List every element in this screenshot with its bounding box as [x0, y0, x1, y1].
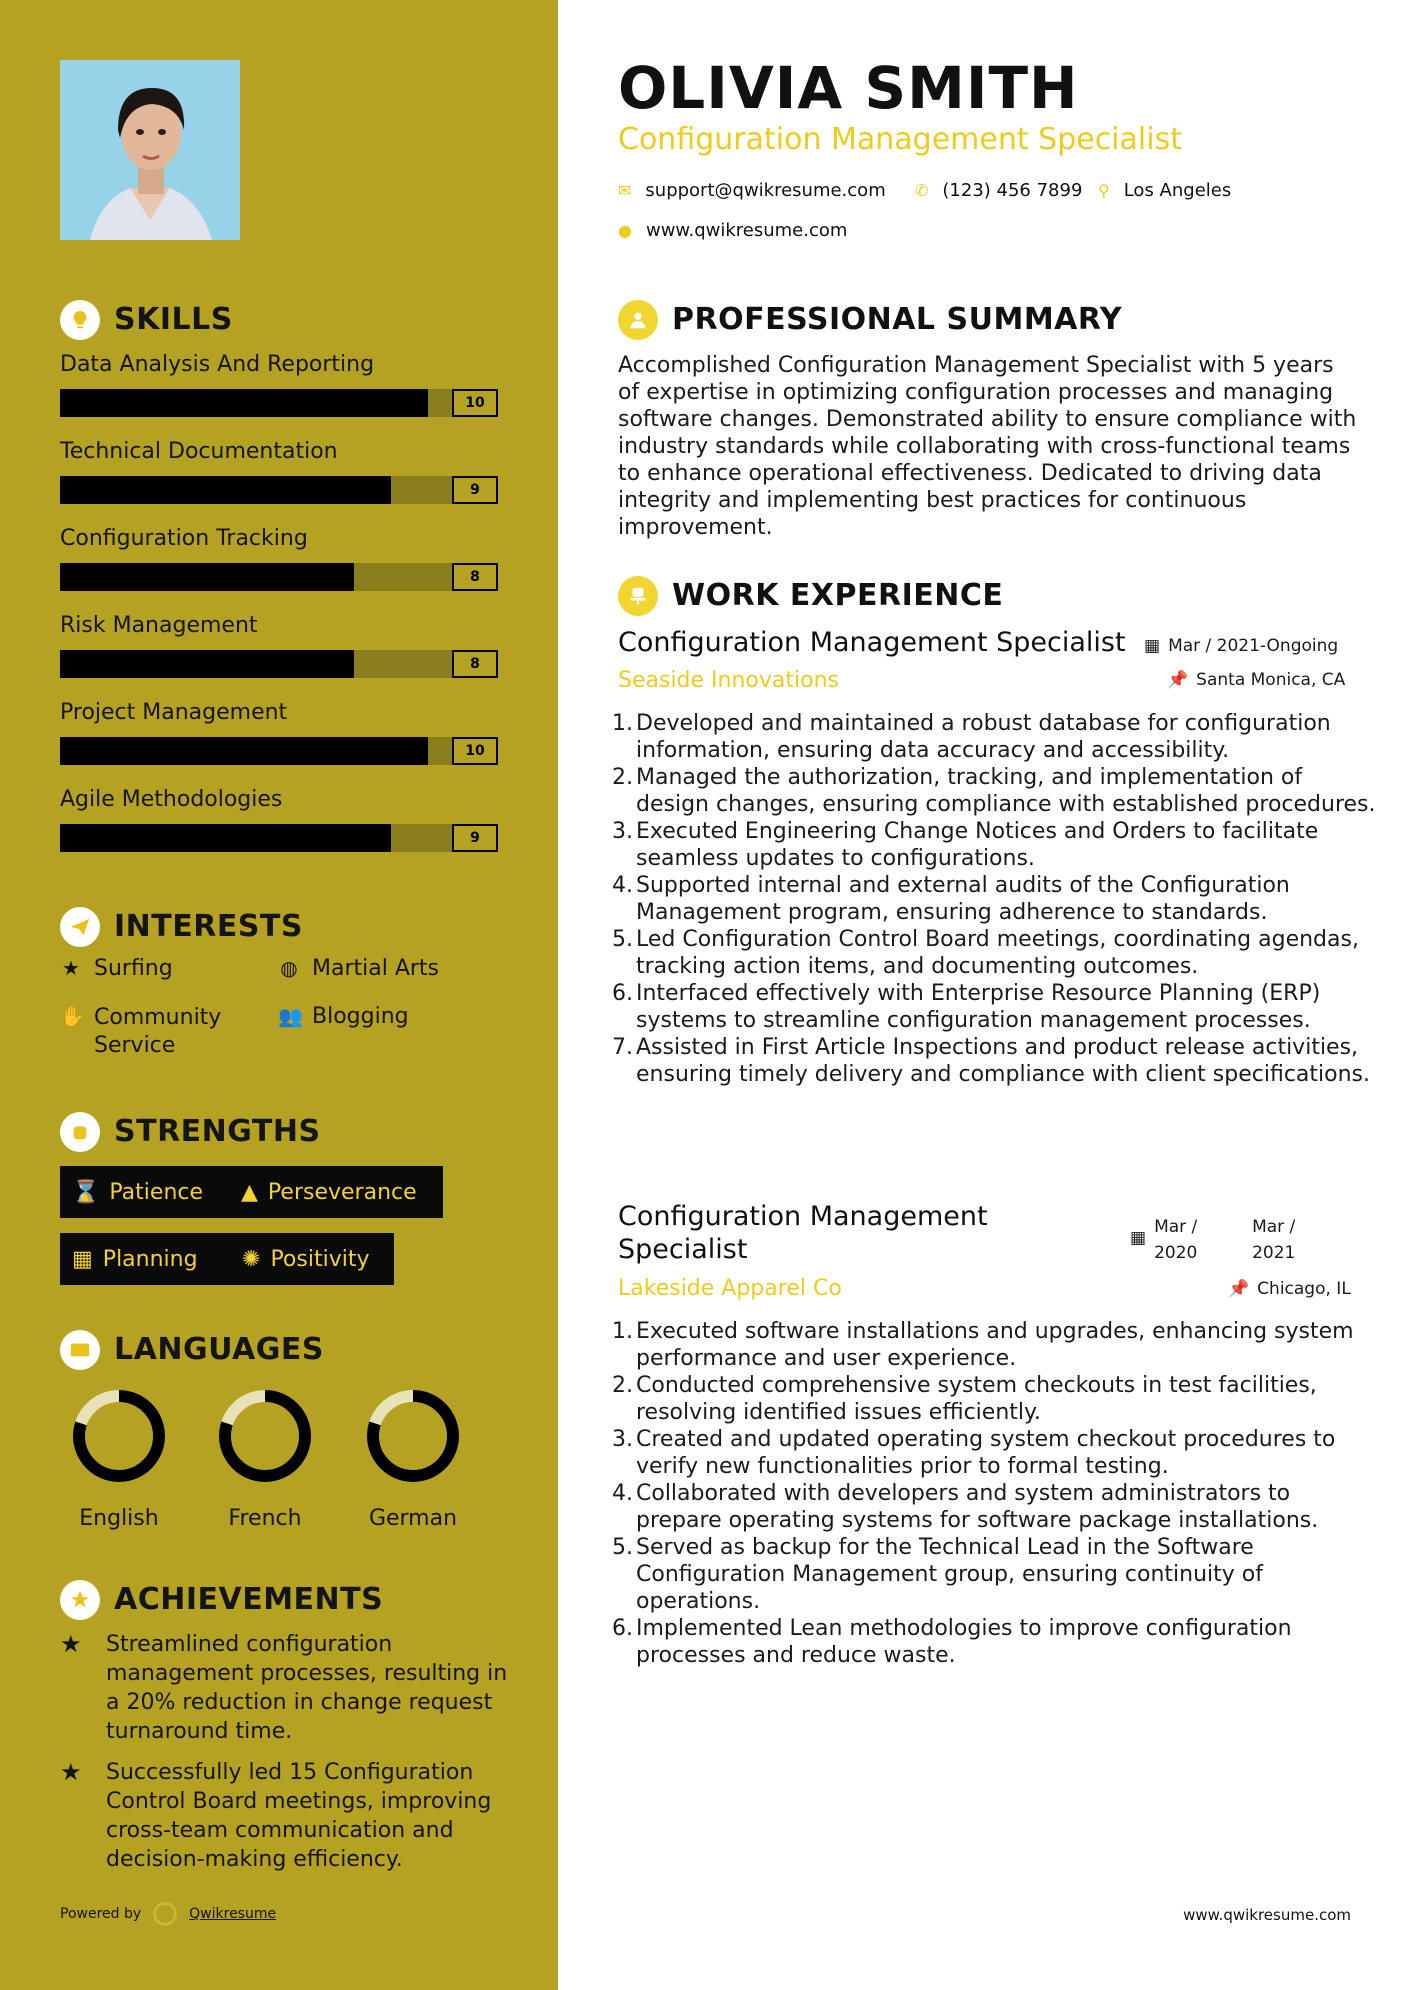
hourglass-icon: ⌛	[72, 1179, 100, 1205]
bullet-number: 1.	[612, 1319, 633, 1344]
job-location-text: Chicago, IL	[1257, 1279, 1351, 1299]
skill-item	[60, 613, 498, 678]
bullet-item	[612, 710, 1378, 764]
hand-icon: ✋	[60, 1004, 85, 1028]
skills-title: SKILLS	[114, 302, 233, 337]
strength-badge	[230, 1233, 394, 1285]
profile-photo	[60, 60, 240, 240]
envelope-icon: ✉	[618, 181, 632, 200]
language-ring	[217, 1388, 313, 1484]
interest-label: Martial Arts	[312, 956, 440, 981]
bullet-text: Developed and maintained a robust database for configuration information, ensuring data accuracy and accessibility.	[636, 711, 1331, 763]
skill-level: 8	[452, 563, 498, 591]
skill-bar	[60, 563, 498, 591]
bullet-text: Led Configuration Control Board meetings, coordinating agendas, tracking action items, and documenting outcomes.	[636, 927, 1359, 979]
users-icon: 👥	[278, 1004, 303, 1028]
skill-name: Configuration Tracking	[60, 526, 308, 551]
user-icon	[618, 300, 658, 340]
skill-level: 10	[452, 389, 498, 417]
footer-url[interactable]: www.qwikresume.com	[1183, 1906, 1351, 1924]
main-content	[558, 0, 1407, 1990]
bullet-item	[612, 872, 1378, 926]
skill-level: 8	[452, 650, 498, 678]
experience-title: WORK EXPERIENCE	[672, 578, 1004, 613]
skill-bar-fill	[60, 389, 428, 417]
bullet-text: Assisted in First Article Inspections and product release activities, ensuring timely delivery and compliance with client specifications.	[636, 1035, 1371, 1087]
globe-icon: ◍	[280, 956, 298, 980]
bullet-number: 2.	[612, 1373, 633, 1398]
date-end	[1252, 1214, 1295, 1266]
interest-item	[278, 1004, 409, 1029]
skill-bar-fill	[60, 563, 354, 591]
bullet-item	[612, 1534, 1378, 1615]
interests-title: INTERESTS	[114, 909, 303, 944]
skill-bar-fill	[60, 824, 391, 852]
id-card-icon	[60, 1330, 100, 1370]
skill-name: Project Management	[60, 700, 288, 725]
strength-label: Patience	[109, 1179, 204, 1205]
skill-bar	[60, 389, 498, 417]
phone-contact	[915, 180, 1082, 201]
skill-bar-fill	[60, 476, 391, 504]
job-bullets	[612, 1318, 1378, 1669]
road-icon: ▲	[241, 1179, 258, 1205]
job-dates	[1144, 636, 1338, 656]
date-start-year: 2020	[1154, 1243, 1198, 1263]
calendar-icon: ▦	[1130, 1228, 1147, 1248]
powered-by	[60, 1902, 276, 1926]
company-name: Seaside Innovations	[618, 668, 839, 693]
date-end-month: Mar /	[1252, 1217, 1296, 1237]
language-name: German	[368, 1506, 458, 1531]
strength-badge	[60, 1233, 234, 1285]
language-ring	[365, 1388, 461, 1484]
lightbulb-icon	[60, 300, 100, 340]
bullet-item	[612, 1372, 1378, 1426]
calendar-icon: ▦	[1144, 636, 1161, 656]
interest-item	[60, 1004, 260, 1060]
star-badge-icon	[60, 1580, 100, 1620]
language-name: English	[79, 1506, 159, 1531]
skill-bar-fill	[60, 737, 428, 765]
qwikresume-logo-icon	[153, 1902, 177, 1926]
bullet-number: 1.	[612, 711, 633, 736]
location-contact	[1098, 180, 1231, 201]
achievement-item	[60, 1758, 510, 1874]
summary-title: PROFESSIONAL SUMMARY	[672, 302, 1123, 337]
bullet-item	[612, 1318, 1378, 1372]
skill-item	[60, 439, 498, 504]
bullet-number: 5.	[612, 1535, 633, 1560]
bullet-number: 3.	[612, 819, 633, 844]
pin-icon: 📌	[1228, 1279, 1250, 1299]
skill-item	[60, 787, 498, 852]
shooting-star-icon: ★	[60, 1630, 82, 1658]
website-text[interactable]: www.qwikresume.com	[645, 220, 848, 241]
email-contact	[618, 180, 886, 201]
shooting-star-icon: ★	[60, 1758, 82, 1786]
location-text: Los Angeles	[1123, 180, 1232, 201]
skill-item	[60, 526, 498, 591]
skill-item	[60, 700, 498, 765]
sun-icon: ✺	[242, 1246, 261, 1272]
summary-text: Accomplished Configuration Management Specialist with 5 years of expertise in optimizing configuration processes and managing software changes. Demonstrated ability to ensure compliance with industry standards while collaborating with cross-functional teams to enhance operational effectiveness. Dedicated to driving data integrity and implementing best practices for continuous improvement.	[618, 353, 1357, 540]
job-bullets	[612, 710, 1378, 1088]
date-start	[1154, 1214, 1244, 1266]
bullet-text: Implemented Lean methodologies to improve configuration processes and reduce waste.	[636, 1616, 1292, 1668]
strength-label: Planning	[102, 1246, 198, 1272]
bullet-item	[612, 926, 1378, 980]
job-location-text: Santa Monica, CA	[1196, 670, 1346, 690]
bullet-item	[612, 764, 1378, 818]
map-pin-icon: ⚲	[1098, 181, 1110, 200]
strength-badge	[229, 1166, 443, 1218]
bullet-item	[612, 1034, 1378, 1088]
achievement-text: Successfully led 15 Configuration Control Board meetings, improving cross-team communication and decision-making efficiency.	[106, 1760, 492, 1872]
qwikresume-link[interactable]: Qwikresume	[189, 1906, 277, 1922]
bullet-number: 7.	[612, 1035, 633, 1060]
skill-name: Risk Management	[60, 613, 258, 638]
languages-title: LANGUAGES	[114, 1332, 324, 1367]
job-location	[1167, 670, 1345, 690]
achievement-item	[60, 1630, 510, 1746]
candidate-name: OLIVIA SMITH	[618, 54, 1079, 122]
bullet-text: Managed the authorization, tracking, and implementation of design changes, ensuring compliance with established procedures.	[636, 765, 1376, 817]
calendar-icon: ▦	[72, 1246, 93, 1272]
date-start-month: Mar /	[1154, 1217, 1198, 1237]
globe-icon: ●	[618, 221, 632, 240]
bullet-number: 5.	[612, 927, 633, 952]
office-chair-icon	[618, 576, 658, 616]
skill-name: Data Analysis And Reporting	[60, 352, 375, 377]
skill-name: Technical Documentation	[60, 439, 338, 464]
bullet-text: Interfaced effectively with Enterprise Resource Planning (ERP) systems to streamline configuration management processes.	[636, 981, 1321, 1033]
bullet-item	[612, 1426, 1378, 1480]
job-dates-text: Mar / 2021-Ongoing	[1168, 636, 1339, 656]
bullet-text: Supported internal and external audits of the Configuration Management program, ensuring adherence to standards.	[636, 873, 1290, 925]
skill-item	[60, 352, 498, 417]
bullet-number: 6.	[612, 1616, 633, 1641]
language-item	[210, 1388, 320, 1531]
skill-bar	[60, 650, 498, 678]
interest-label: Blogging	[312, 1004, 409, 1029]
bullet-number: 4.	[612, 1481, 633, 1506]
pin-icon: 📌	[1167, 670, 1189, 690]
job-title: Configuration Management Specialist	[618, 1201, 988, 1265]
bullet-number: 2.	[612, 765, 633, 790]
email-text[interactable]: support@qwikresume.com	[645, 180, 886, 201]
powered-by-text: Powered by	[60, 1906, 142, 1922]
star-icon: ★	[62, 956, 80, 980]
skill-level: 9	[452, 824, 498, 852]
bullet-text: Conducted comprehensive system checkouts in test facilities, resolving identified issues efficiently.	[636, 1373, 1317, 1425]
company-name: Lakeside Apparel Co	[618, 1276, 842, 1301]
interest-label: Surfing	[94, 956, 173, 981]
strength-badge	[60, 1166, 234, 1218]
fist-icon	[60, 1112, 100, 1152]
skill-bar-fill	[60, 650, 354, 678]
skill-bar	[60, 737, 498, 765]
skill-bar	[60, 476, 498, 504]
achievements-title: ACHIEVEMENTS	[114, 1582, 384, 1617]
strength-label: Perseverance	[267, 1179, 417, 1205]
interest-label: Community Service	[94, 1005, 222, 1058]
bullet-item	[612, 1480, 1378, 1534]
phone-text: (123) 456 7899	[942, 180, 1083, 201]
bullet-text: Created and updated operating system checkout procedures to verify new functionalities prior to formal testing.	[636, 1427, 1336, 1479]
date-end-year: 2021	[1252, 1243, 1296, 1263]
website-contact	[618, 220, 847, 241]
paper-plane-icon	[60, 907, 100, 947]
job-location	[1228, 1279, 1351, 1299]
language-ring	[71, 1388, 167, 1484]
strengths-title: STRENGTHS	[114, 1114, 321, 1149]
language-item	[64, 1388, 174, 1531]
bullet-number: 4.	[612, 873, 633, 898]
bullet-item	[612, 1615, 1378, 1669]
job-dates	[1130, 1214, 1295, 1266]
bullet-item	[612, 818, 1378, 872]
candidate-role: Configuration Management Specialist	[618, 122, 1182, 157]
language-name: French	[228, 1506, 302, 1531]
bullet-text: Collaborated with developers and system administrators to prepare operating systems for software package installations.	[636, 1481, 1319, 1533]
achievement-text: Streamlined configuration management processes, resulting in a 20% reduction in change request turnaround time.	[106, 1632, 508, 1744]
skill-level: 9	[452, 476, 498, 504]
sidebar	[0, 0, 558, 1990]
job-title: Configuration Management Specialist	[618, 627, 1126, 658]
language-item	[358, 1388, 468, 1531]
bullet-text: Served as backup for the Technical Lead in the Software Configuration Management group, ensuring continuity of operations.	[636, 1535, 1264, 1614]
skill-bar	[60, 824, 498, 852]
bullet-number: 3.	[612, 1427, 633, 1452]
bullet-item	[612, 980, 1378, 1034]
bullet-text: Executed Engineering Change Notices and Orders to facilitate seamless updates to configurations.	[636, 819, 1319, 871]
interest-item	[278, 956, 439, 981]
strength-label: Positivity	[270, 1246, 370, 1272]
bullet-number: 6.	[612, 981, 633, 1006]
bullet-text: Executed software installations and upgrades, enhancing system performance and user experience.	[636, 1319, 1354, 1371]
interest-item	[60, 956, 173, 981]
skill-level: 10	[452, 737, 498, 765]
phone-icon: ✆	[915, 181, 929, 200]
skill-name: Agile Methodologies	[60, 787, 283, 812]
